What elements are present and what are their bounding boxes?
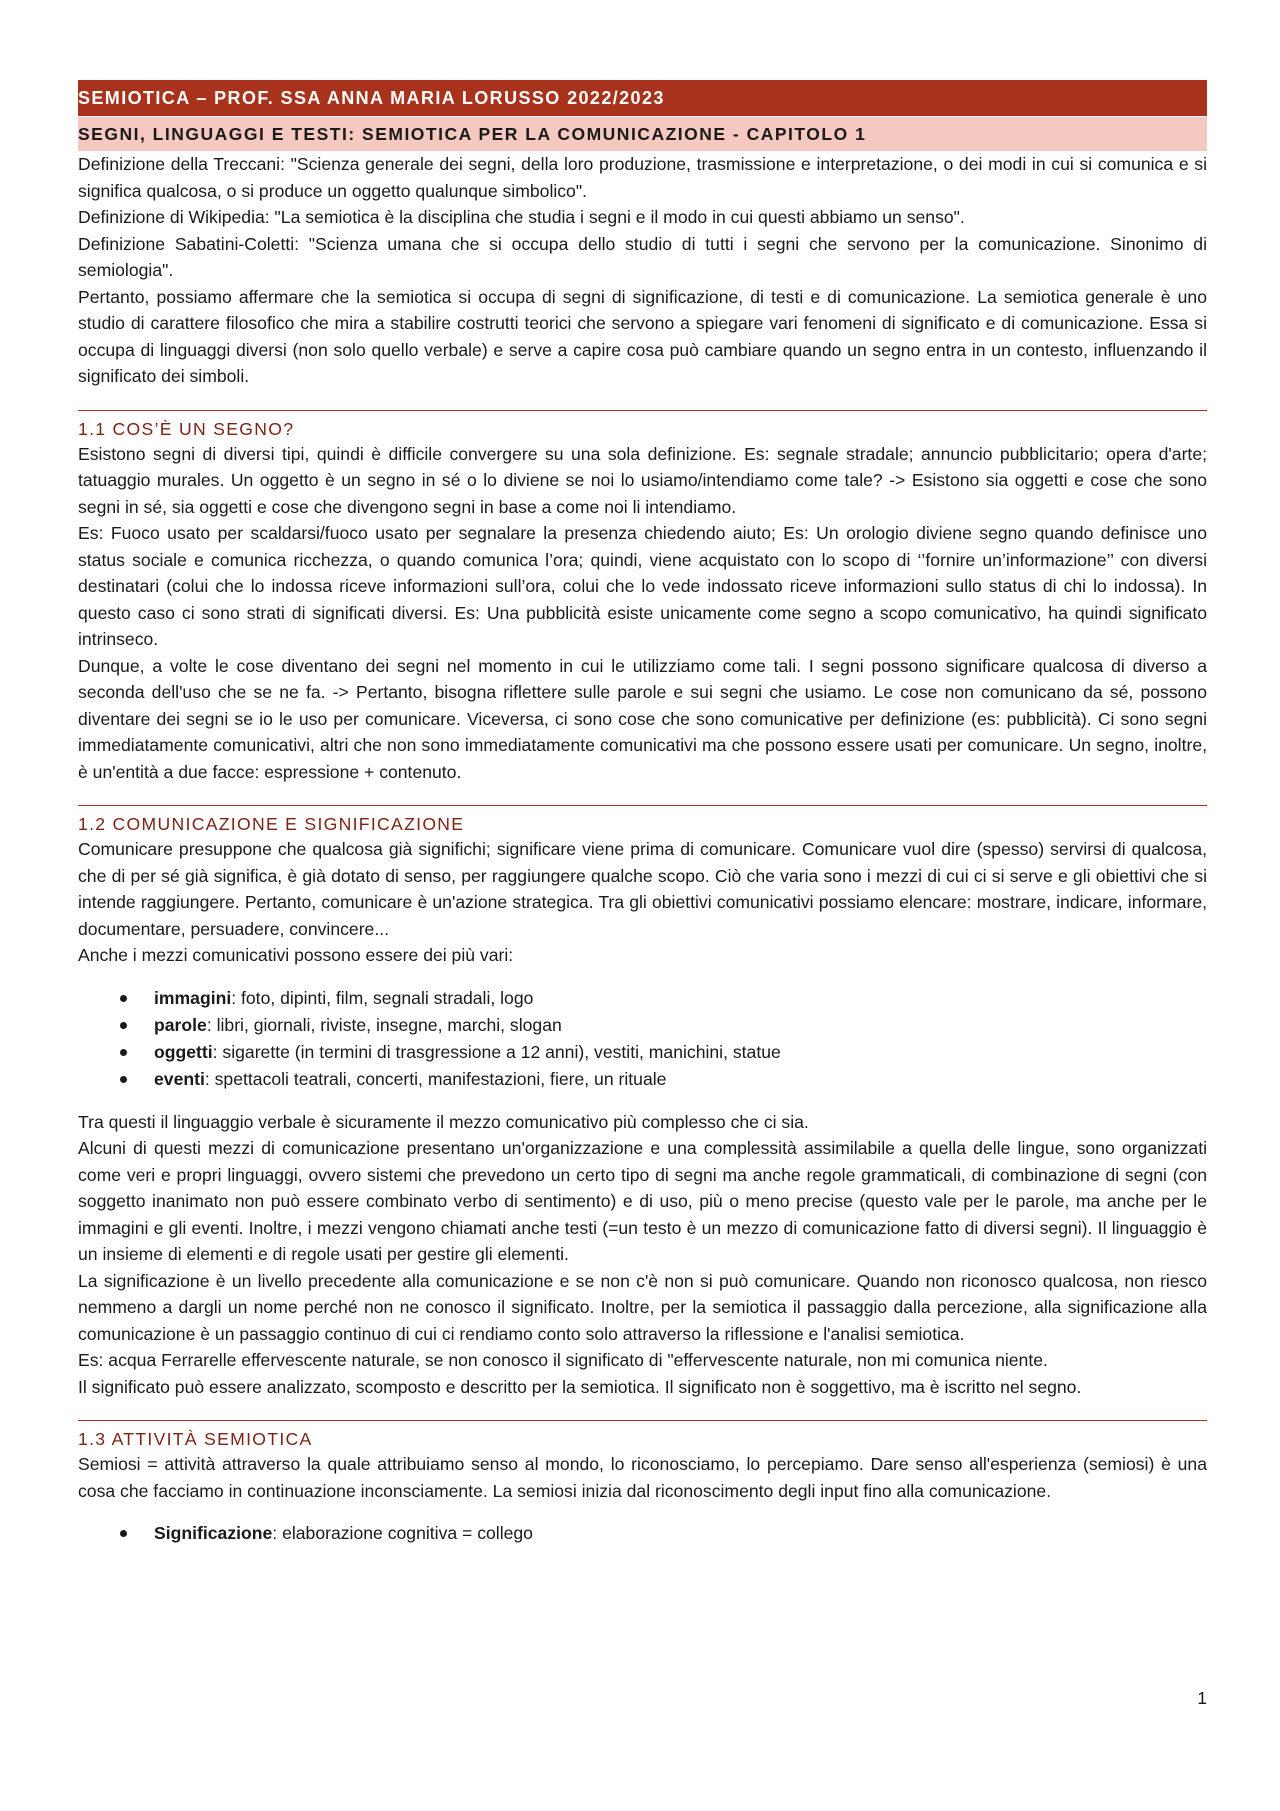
list-item-term: eventi — [154, 1068, 205, 1089]
section-paragraph: Es: Fuoco usato per scaldarsi/fuoco usato per segnalare la presenza chiedendo aiuto; Es: Un orologio diviene segno quando definisce uno status sociale e comunica ricchezza, o quando comunica l’ora; quindi, viene acquistato con lo scopo di ‘’fornire un’informazione’’ con diversi destinatari (colui che lo indossa riceve informazioni sull’ora, colui che lo vede indossato riceve informazioni sullo status di chi lo indossa). In questo caso ci sono strati di significati diversi. Es: Una pubblicità esiste unicamente come segno a scopo comunicativo, ha quindi significato intrinseco. — [78, 523, 1207, 649]
list-item-desc: : libri, giornali, riviste, insegne, marchi, slogan — [206, 1014, 562, 1035]
intro-paragraph: Definizione di Wikipedia: "La semiotica è la disciplina che studia i segni e il modo in cui questi abbiamo un senso". — [78, 207, 965, 227]
section-1 — [78, 410, 1207, 786]
section-heading: 1.2 COMUNICAZIONE E SIGNIFICAZIONE — [78, 805, 1207, 836]
intro-section — [78, 151, 1207, 390]
list-item — [78, 985, 1207, 1012]
list-item — [78, 1039, 1207, 1066]
section-2 — [78, 805, 1207, 1400]
chapter-title: SEGNI, LINGUAGGI E TESTI: SEMIOTICA PER LA COMUNICAZIONE - CAPITOLO 1 — [78, 124, 867, 144]
course-title-bar — [78, 80, 1207, 116]
bullet-icon — [120, 1076, 127, 1083]
page-number: 1 — [1197, 1688, 1207, 1708]
intro-paragraph: Definizione della Treccani: "Scienza generale dei segni, della loro produzione, trasmissione e interpretazione, o dei modi in cui si comunica e si significa qualcosa, o si produce un oggetto qualunque simbolico". — [78, 154, 1207, 201]
section-paragraph: Semiosi = attività attraverso la quale attribuiamo senso al mondo, lo riconosciamo, lo percepiamo. Dare senso all'esperienza (semiosi) è una cosa che facciamo in continuazione inconsciamente. La semiosi inizia dal riconoscimento degli input fino alla comunicazione. — [78, 1454, 1207, 1501]
section-3 — [78, 1420, 1207, 1547]
bullet-icon — [120, 1022, 127, 1029]
bullet-list — [78, 985, 1207, 1093]
section-paragraph: Il significato può essere analizzato, scomposto e descritto per la semiotica. Il significato non è soggettivo, ma è iscritto nel segno. — [78, 1376, 1082, 1397]
course-title: SEMIOTICA – PROF. SSA ANNA MARIA LORUSSO 2022/2023 — [78, 88, 665, 108]
list-item-desc: : foto, dipinti, film, segnali stradali, logo — [231, 987, 534, 1008]
section-paragraph: Es: acqua Ferrarelle effervescente naturale, se non conosco il significato di "effervescente naturale, non mi comunica niente. — [78, 1350, 1048, 1370]
list-item-term: oggetti — [154, 1041, 213, 1062]
list-item — [78, 1012, 1207, 1039]
section-paragraph: Dunque, a volte le cose diventano dei segni nel momento in cui le utilizziamo come tali. I segni possono significare qualcosa di diverso a seconda dell'uso che se ne fa. -> Pertanto, bisogna riflettere sulle parole e sui segni che usiamo. Le cose non comunicano da sé, possono diventare dei segni se io le uso per comunicare. Viceversa, ci sono cose che sono comunicative per definizione (es: pubblicità). Ci sono segni immediatamente comunicativi, altri che non sono immediatamente comunicativi ma che possono essere usati per comunicare. Un segno, inoltre, è un'entità a due facce: espressione + contenuto. — [78, 655, 1207, 782]
section-paragraph: Anche i mezzi comunicativi possono essere dei più vari: — [78, 945, 514, 965]
list-item-desc: : elaborazione cognitiva = collego — [272, 1523, 533, 1543]
bullet-list — [78, 1520, 1207, 1547]
section-heading: 1.1 COS’È UN SEGNO? — [78, 410, 1207, 441]
list-item — [78, 1520, 1207, 1547]
list-item-term: immagini — [154, 987, 232, 1008]
section-heading: 1.3 ATTIVITÀ SEMIOTICA — [78, 1420, 1207, 1451]
list-item-desc: : spettacoli teatrali, concerti, manifestazioni, fiere, un rituale — [204, 1068, 667, 1089]
list-item-term: parole — [154, 1014, 207, 1035]
section-paragraph: Tra questi il linguaggio verbale è sicuramente il mezzo comunicativo più complesso che ci sia. — [78, 1111, 809, 1132]
bullet-icon — [120, 1049, 127, 1056]
intro-paragraph: Definizione Sabatini-Coletti: "Scienza umana che si occupa dello studio di tutti i segni che servono per la comunicazione. Sinonimo di semiologia". — [78, 233, 1207, 280]
bullet-icon — [120, 1530, 127, 1537]
chapter-title-bar — [78, 116, 1207, 151]
bullet-icon — [120, 995, 127, 1002]
list-item — [78, 1066, 1207, 1093]
list-item-term: Significazione — [154, 1523, 273, 1543]
list-item-desc: : sigarette (in termini di trasgressione a 12 anni), vestiti, manichini, statue — [212, 1041, 781, 1062]
document-content — [78, 80, 1207, 1563]
intro-paragraph: Pertanto, possiamo affermare che la semiotica si occupa di segni di significazione, di testi e di comunicazione. La semiotica generale è uno studio di carattere filosofico che mira a stabilire costrutti teorici che servono a spiegare vari fenomeni di significato e di comunicazione. Essa si occupa di linguaggi diversi (non solo quello verbale) e serve a capire cosa può cambiare quando un segno entra in un contesto, influenzando il significato dei simboli. — [78, 286, 1207, 386]
section-paragraph: Comunicare presuppone che qualcosa già significhi; significare viene prima di comunicare. Comunicare vuol dire (spesso) servirsi di qualcosa, che di per sé già significa, è già dotato di senso, per raggiungere qualche scopo. Ciò che varia sono i mezzi di cui ci si serve e gli obiettivi che si intende raggiungere. Pertanto, comunicare è un'azione strategica. Tra gli obiettivi comunicativi possiamo elencare: mostrare, indicare, informare, documentare, persuadere, convincere... — [78, 839, 1207, 939]
section-paragraph: Alcuni di questi mezzi di comunicazione presentano un'organizzazione e una complessità assimilabile a quella delle lingue, sono organizzati come veri e propri linguaggi, ovvero sistemi che prevedono un certo tipo di segni ma anche regole grammaticali, di combinazione di segni (con soggetto inanimato non può essere combinato verbo di sentimento) e di uso, più o meno precise (questo vale per le parole, ma anche per le immagini e gli eventi. Inoltre, i mezzi vengono chiamati anche testi (=un testo è un mezzo di comunicazione fatto di diversi segni). Il linguaggio è un insieme di elementi e di regole usati per gestire gli elementi. — [78, 1138, 1207, 1264]
section-paragraph: La significazione è un livello precedente alla comunicazione e se non c'è non si può comunicare. Quando non riconosco qualcosa, non riesco nemmeno a dargli un nome perché non ne conosco il significato. Inoltre, per la semiotica il passaggio dalla percezione, alla significazione alla comunicazione è un passaggio continuo di cui ci rendiamo conto solo attraverso la riflessione e l'analisi semiotica. — [78, 1270, 1207, 1344]
section-paragraph: Esistono segni di diversi tipi, quindi è difficile convergere su una sola definizione. Es: segnale stradale; annuncio pubblicitario; opera d'arte; tatuaggio murales. Un oggetto è un segno in sé o lo diviene se noi lo usiamo/intendiamo come tale? -> Esistono sia oggetti e cose che sono segni in sé, sia oggetti e cose che divengono segni in base a come noi li intendiamo. — [78, 443, 1207, 517]
